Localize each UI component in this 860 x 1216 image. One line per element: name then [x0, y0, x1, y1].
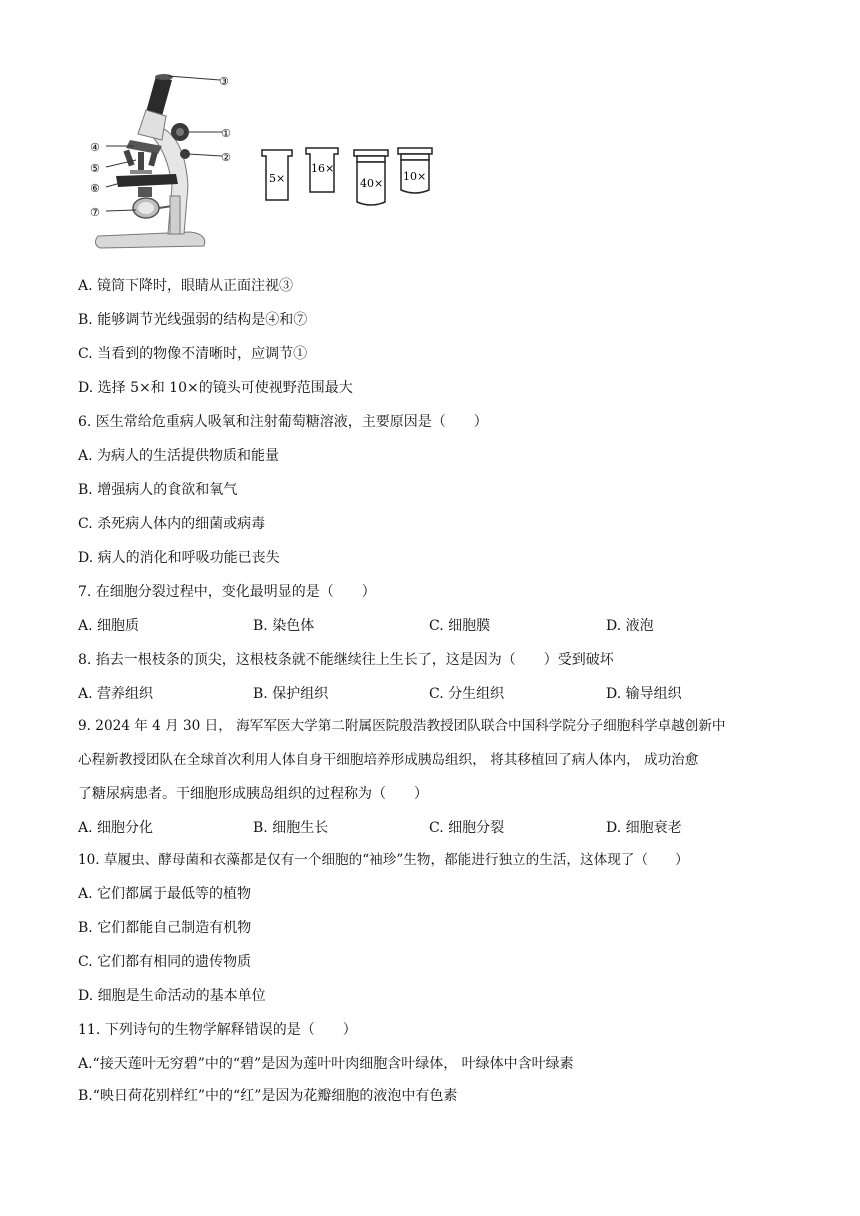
callout-7: ⑦	[90, 206, 100, 219]
q5-option-c: C. 当看到的物像不清晰时，应调节①	[78, 346, 308, 362]
q11-stem: 11. 下列诗句的生物学解释错误的是（ ）	[78, 1022, 357, 1038]
q5-option-d: D. 选择 5×和 10×的镜头可使视野范围最大	[78, 380, 353, 396]
q6-option-c: C. 杀死病人体内的细菌或病毒	[78, 516, 266, 532]
q10-option-a: A. 它们都属于最低等的植物	[78, 886, 252, 902]
lens-label-40x: 40×	[360, 177, 384, 190]
q6-stem: 6. 医生常给危重病人吸氧和注射葡萄糖溶液，主要原因是（ ）	[78, 414, 488, 430]
q10-stem: 10. 草履虫、酵母菌和衣藻都是仅有一个细胞的“袖珍”生物，都能进行独立的生活，这体现了（ ）	[78, 852, 689, 868]
q11-option-a: A.“接天莲叶无穷碧”中的“碧”是因为莲叶叶肉细胞含叶绿体， 叶绿体中含叶绿素	[78, 1056, 574, 1072]
callout-4: ④	[90, 141, 100, 154]
callout-3: ③	[219, 75, 229, 88]
q6-option-a: A. 为病人的生活提供物质和能量	[78, 448, 280, 464]
q7-stem: 7. 在细胞分裂过程中，变化最明显的是（ ）	[78, 584, 376, 600]
q10-option-b: B. 它们都能自己制造有机物	[78, 920, 252, 936]
microscope-figure	[80, 66, 460, 256]
q9-option-b: B. 细胞生长	[253, 820, 329, 836]
q7-option-b: B. 染色体	[253, 618, 315, 634]
q11-option-b: B.“映日荷花别样红”中的“红”是因为花瓣细胞的液泡中有色素	[78, 1088, 458, 1104]
callout-2: ②	[221, 151, 231, 164]
callout-6: ⑥	[90, 182, 100, 195]
q9-option-d: D. 细胞衰老	[606, 820, 682, 836]
q5-option-b: B. 能够调节光线强弱的结构是④和⑦	[78, 312, 308, 328]
q8-option-d: D. 输导组织	[606, 686, 682, 702]
eyepiece-lens-5x	[262, 150, 292, 200]
q5-option-a: A. 镜筒下降时，眼睛从正面注视③	[78, 278, 294, 294]
q7-option-c: C. 细胞膜	[429, 618, 491, 634]
callout-1: ①	[221, 127, 231, 140]
q6-option-b: B. 增强病人的食欲和氧气	[78, 482, 238, 498]
q8-option-c: C. 分生组织	[429, 686, 505, 702]
lens-label-5x: 5×	[269, 172, 286, 185]
objective-lens-10x	[398, 148, 432, 193]
lens-label-10x: 10×	[403, 170, 427, 183]
q10-option-d: D. 细胞是生命活动的基本单位	[78, 988, 266, 1004]
objective-lens-40x	[354, 150, 388, 205]
q9-stem-line-1: 9. 2024 年 4 月 30 日， 海军军医大学第二附属医院殷浩教授团队联合中国科学院分子细胞科学卓越创新中	[78, 718, 726, 734]
q9-stem-line-2: 心程新教授团队在全球首次利用人体自身干细胞培养形成胰岛组织， 将其移植回了病人体内， 成功治愈	[78, 752, 699, 768]
q7-option-a: A. 细胞质	[78, 618, 140, 634]
q9-option-c: C. 细胞分裂	[429, 820, 505, 836]
q10-option-c: C. 它们都有相同的遗传物质	[78, 954, 252, 970]
eyepiece-lens-16x	[306, 148, 338, 192]
q6-option-d: D. 病人的消化和呼吸功能已丧失	[78, 550, 280, 566]
q7-option-d: D. 液泡	[606, 618, 654, 634]
callout-5: ⑤	[90, 162, 100, 175]
q8-stem: 8. 掐去一根枝条的顶尖，这根枝条就不能继续往上生长了，这是因为（ ）受到破坏	[78, 652, 614, 668]
microscope-drawing	[95, 74, 204, 248]
lens-label-16x: 16×	[311, 162, 335, 175]
q9-option-a: A. 细胞分化	[78, 820, 154, 836]
q8-option-a: A. 营养组织	[78, 686, 154, 702]
q9-stem-line-3: 了糖尿病患者。干细胞形成胰岛组织的过程称为（ ）	[78, 786, 428, 802]
q8-option-b: B. 保护组织	[253, 686, 329, 702]
